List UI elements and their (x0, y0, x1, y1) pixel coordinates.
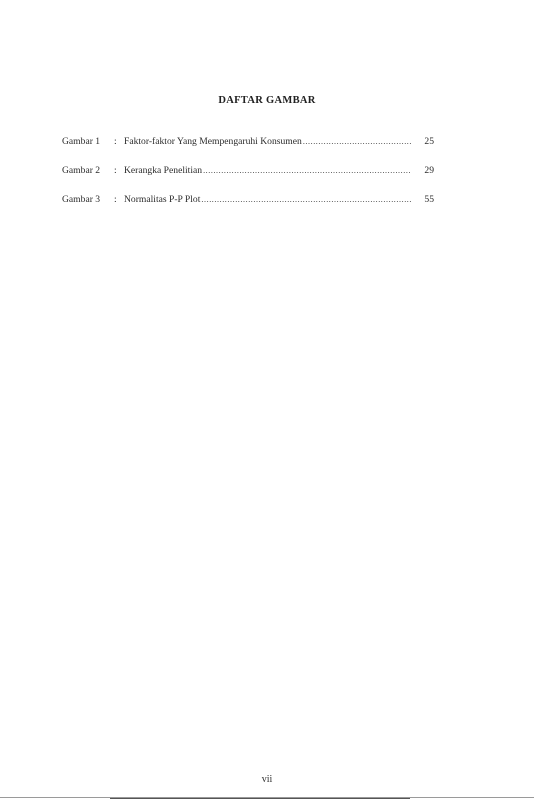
figure-entry (62, 165, 434, 180)
dot-leader (303, 137, 411, 146)
figure-label: Gambar 1 (62, 136, 101, 147)
separator: : (114, 136, 117, 147)
figure-label: Gambar 3 (62, 194, 101, 205)
separator: : (114, 165, 117, 176)
figure-entry (62, 136, 434, 151)
page-folio: vii (261, 774, 273, 785)
figure-title: Faktor-faktor Yang Mempengaruhi Konsumen (124, 136, 302, 147)
list-of-figures (62, 136, 434, 223)
scan-edge-shadow (110, 798, 410, 799)
page-number: 25 (424, 136, 434, 147)
dot-leader (203, 166, 411, 175)
page-number: 29 (424, 165, 434, 176)
figure-entry (62, 194, 434, 209)
page-title: DAFTAR GAMBAR (218, 95, 316, 106)
figure-title: Kerangka Penelitian (124, 165, 203, 176)
separator: : (114, 194, 117, 205)
dot-leader (201, 195, 411, 204)
page-number: 55 (424, 194, 434, 205)
figure-label: Gambar 2 (62, 165, 101, 176)
figure-title: Normalitas P-P Plot (124, 194, 201, 205)
